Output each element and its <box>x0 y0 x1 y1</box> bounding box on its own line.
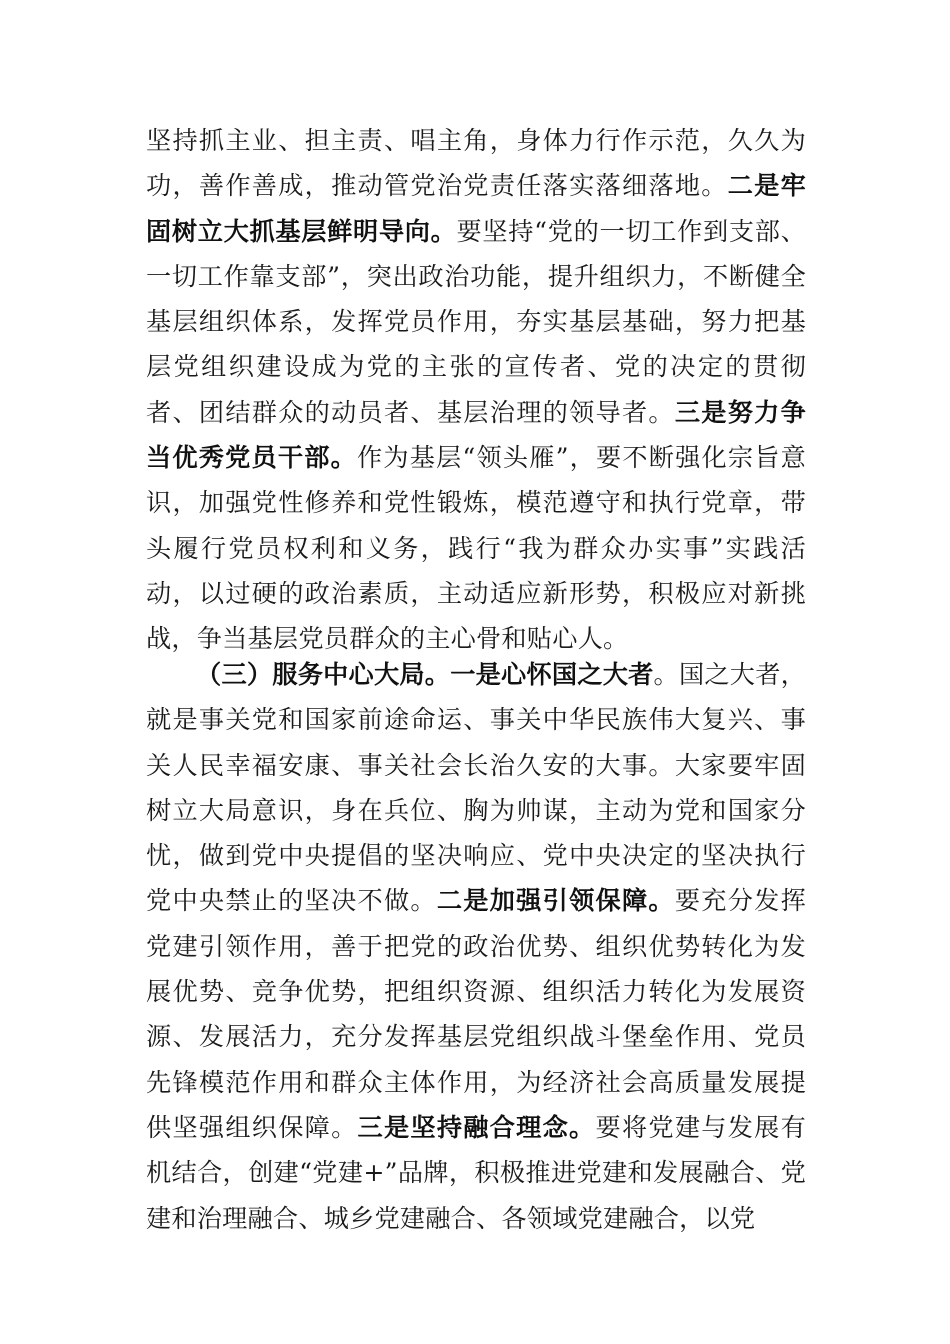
paragraph-2 <box>146 652 806 1241</box>
paragraph-1-heading-3: 三是努力争当优秀党员干部。 <box>146 397 806 473</box>
paragraph-1-heading-2: 二是牢固树立大抓基层鲜明导向。 <box>146 171 806 246</box>
paragraph-1 <box>146 118 806 662</box>
paragraph-1-text-2: 要坚持“党的一切工作到支部、一切工作靠支部”，突出政治功能，提升组织力，不断健全基层组织体系，发挥党员作用，夯实基层基础，努力把基层党组织建设成为党的主张的宣传者、党的决定的贯彻者、团结群众的动员者、基层治理的领导者。 <box>146 216 806 427</box>
paragraph-2-heading-3: 三是坚持融合理念。 <box>357 1112 596 1142</box>
paragraph-2-heading-2: 二是加强引领保障。 <box>436 886 675 916</box>
paragraph-1-text-1: 坚持抓主业、担主责、唱主角，身体力行作示范，久久为功，善作善成，推动管党治党责任落实落细落地。 <box>146 126 806 201</box>
paragraph-2-text-1: 。国之大者，就是事关党和国家前途命运、事关中华民族伟大复兴、事关人民幸福安康、事关社会长治久安的大事。大家要牢固树立大局意识，身在兵位、胸为帅谋，主动为党和国家分忧，做到党中央提倡的坚决响应、党中央决定的坚决执行党中央禁止的坚决不做。 <box>146 660 807 916</box>
paragraph-2-text-2: 要充分发挥党建引领作用，善于把党的政治优势、组织优势转化为发展优势、竞争优势，把组织资源、组织活力转化为发展资源、发展活力，充分发挥基层党组织战斗堡垒作用、党员先锋模范作用和群众主体作用，为经济社会高质量发展提供坚强组织保障。 <box>146 886 806 1142</box>
paragraph-1-text-3: 作为基层“领头雁”，要不断强化宗旨意识，加强党性修养和党性锻炼，模范遵守和执行党章，带头履行党员权利和义务，践行“我为群众办实事”实践活动，以过硬的政治素质，主动适应新形势，积极应对新挑战，争当基层党员群众的主心骨和贴心人。 <box>146 443 806 654</box>
section-title: （三）服务中心大局。 <box>196 660 451 689</box>
paragraph-2-heading-1: 一是心怀国之大者 <box>450 660 654 689</box>
paragraph-2-text-3: 要将党建与发展有机结合，创建“党建+”品牌，积极推进党建和发展融合、党建和治理融合、城乡党建融合、各领域党建融合，以党 <box>146 1112 806 1233</box>
